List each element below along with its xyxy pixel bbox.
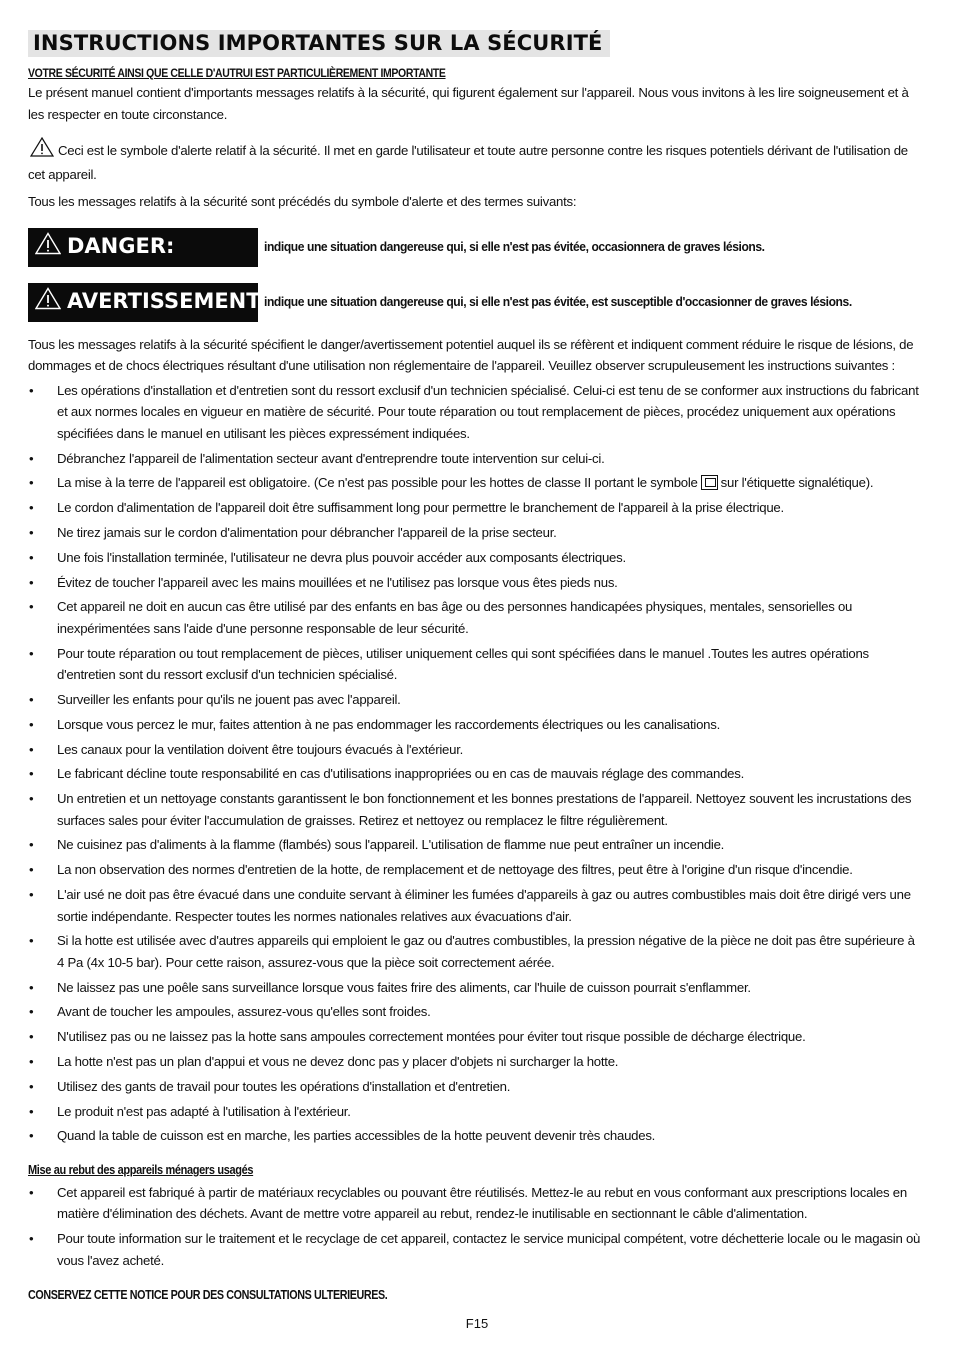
list-item: • Le produit n'est pas adapté à l'utilisation à l'extérieur.: [29, 1103, 351, 1119]
warning-triangle-icon: [35, 287, 61, 317]
warning-triangle-icon: [30, 137, 54, 164]
list-item: • Le cordon d'alimentation de l'appareil doit être suffisamment long pour permettre le branchement de l'appareil à la prise électrique.: [29, 500, 784, 516]
list-item: • Pour toute information sur le traitement et le recyclage de cet appareil, contactez le service municipal compétent, votre déchetterie locale ou le magasin où vous l'avez acheté.: [29, 1231, 921, 1268]
keep-notice: CONSERVEZ CETTE NOTICE POUR DES CONSULTATIONS ULTERIEURES.: [28, 1288, 388, 1303]
list-item: • Cet appareil ne doit en aucun cas être utilisé par des enfants en bas âge ou des personnes handicapées physiques, mentales, sensorielles ou inexpérimentées sans l'aide d'une personne responsable de leur sécurité.: [29, 599, 853, 636]
warning-label-box: [28, 283, 268, 322]
section-subheading: VOTRE SÉCURITÉ AINSI QUE CELLE D'AUTRUI EST PARTICULIÈREMENT IMPORTANTE: [28, 66, 446, 80]
list-item: • Pour toute réparation ou tout remplacement de pièces, utiliser uniquement celles qui sont spécifiées dans le manuel .Toutes les autres opérations d'entretien sont du ressort exclusif d'un technicien spécialisé.: [29, 645, 869, 683]
list-item-earth: • La mise à la terre de l'appareil est obligatoire. (Ce n'est pas possible pour les hottes de classe II portant le symbole sur l'étiquette signalétique).: [29, 475, 874, 491]
danger-description: indique une situation dangereuse qui, si elle n'est pas évitée, occasionnera de graves lésions.: [264, 239, 765, 255]
list-item: • Ne cuisinez pas d'aliments à la flamme (flambés) sous l'appareil. L'utilisation de flamme nue peut entraîner un incendie.: [29, 837, 725, 853]
list-item: • Une fois l'installation terminée, l'utilisateur ne devra plus pouvoir accéder aux composants électriques.: [29, 549, 626, 565]
list-item: • Cet appareil est fabriqué à partir de matériaux recyclables ou pouvant être réutilisés. Mettez-le au rebut en vous conformant aux prescriptions locales en matière d'élimination des déchets. Avant de mettre votre appareil au rebut, rendez-le inutilisable en sectionnant le câble d'alimentation.: [29, 1184, 907, 1222]
safety-list: [28, 380, 924, 1147]
intro-paragraph: Le présent manuel contient d'importants messages relatifs à la sécurité, qui figurent également sur l'appareil. Nous vous invitons à les lire soigneusement et à les respecter en toute circonstance.: [28, 85, 909, 122]
list-item: • Surveiller les enfants pour qu'ils ne jouent pas avec l'appareil.: [29, 691, 401, 707]
danger-row: [28, 228, 924, 267]
list-item: • Les opérations d'installation et d'entretien sont du ressort exclusif d'un technicien spécialisé. Celui-ci est tenu de se conformer aux instructions du fabricant et aux normes locales en vigueur en matière de sécurité. Pour toute réparation ou tout remplacement de pièces, procédez uniquement aux opérations spécifiées dans le manuel en utilisant les pièces expressément indiquées.: [29, 382, 919, 441]
list-item: • Ne laissez pas une poêle sans surveillance lorsque vous faites frire des aliments, car l'huile de cuisson pourrait s'enflammer.: [29, 979, 751, 995]
disposal-heading: Mise au rebut des appareils ménagers usagés: [28, 1162, 254, 1177]
alert-symbol-paragraph: [28, 137, 924, 185]
list-item: • N'utilisez pas ou ne laissez pas la hotte sans ampoules correctement montées pour éviter tout risque possible de décharge électrique.: [29, 1029, 806, 1045]
list-item: • La non observation des normes d'entretien de la hotte, de remplacement et de nettoyage des filtres, peut être à l'origine d'un risque d'incendie.: [29, 862, 853, 878]
list-item: • Ne tirez jamais sur le cordon d'alimentation pour débrancher l'appareil de la prise secteur.: [29, 524, 557, 540]
danger-label-box: [28, 228, 258, 267]
warning-label: AVERTISSEMENT:: [67, 289, 268, 314]
danger-label: DANGER:: [67, 234, 175, 259]
list-item: • Avant de toucher les ampoules, assurez-vous qu'elles sont froides.: [29, 1004, 431, 1020]
page-number: F15: [465, 1316, 489, 1331]
preceded-paragraph: Tous les messages relatifs à la sécurité sont précédés du symbole d'alerte et des termes suivants:: [28, 194, 577, 209]
disposal-list: [28, 1182, 924, 1271]
list-item: • Un entretien et un nettoyage constants garantissent le bon fonctionnement et les bonnes prestations de l'appareil. Nettoyez souvent les incrustations des surfaces sales pour éviter l'accumulation de graisses. Retirez et nettoyez ou remplacez le filtre régulièrement.: [29, 791, 912, 828]
list-item: • Quand la table de cuisson est en marche, les parties accessibles de la hotte peuvent devenir très chaudes.: [29, 1128, 656, 1144]
class-ii-symbol-icon: [701, 475, 718, 490]
list-item: • Utilisez des gants de travail pour toutes les opérations d'installation et d'entretien.: [29, 1078, 511, 1094]
list-item: • L'air usé ne doit pas être évacué dans une conduite servant à éliminer les fumées d'appareils à gaz ou autres combustibles mais doit être dirigé vers une sortie indépendante. Respecter toutes les normes nationales relatives aux évacuations d'air.: [29, 887, 911, 924]
warning-description: indique une situation dangereuse qui, si elle n'est pas évitée, est susceptible d'occasionner de graves lésions.: [264, 294, 852, 310]
warning-row: [28, 283, 924, 322]
list-item: • La hotte n'est pas un plan d'appui et vous ne devez donc pas y placer d'objets ni surcharger la hotte.: [29, 1054, 619, 1070]
list-item: • Si la hotte est utilisée avec d'autres appareils qui emploient le gaz ou d'autres combustibles, la pression négative de la pièce ne doit pas être supérieure à 4 Pa (4x 10-5 bar). Pour cette raison, assurez-vous que la pièce soit correctement aérée.: [29, 933, 915, 970]
alert-symbol-text: Ceci est le symbole d'alerte relatif à la sécurité. Il met en garde l'utilisateur et toute autre personne contre les risques potentiels dérivant de l'utilisation de cet appareil.: [28, 143, 908, 182]
list-item: • Évitez de toucher l'appareil avec les mains mouillées et ne l'utilisez pas lorsque vous êtes pieds nus.: [29, 574, 618, 590]
page-title: INSTRUCTIONS IMPORTANTES SUR LA SÉCURITÉ: [28, 30, 610, 57]
warning-triangle-icon: [35, 232, 61, 262]
list-item: • Les canaux pour la ventilation doivent être toujours évacués à l'extérieur.: [29, 741, 464, 757]
list-item: • Lorsque vous percez le mur, faites attention à ne pas endommager les raccordements électriques ou les canalisations.: [29, 716, 720, 732]
list-item: • Débranchez l'appareil de l'alimentation secteur avant d'entreprendre toute intervention sur celui-ci.: [29, 450, 605, 466]
safety-page: [28, 30, 924, 1307]
list-item: • Le fabricant décline toute responsabilité en cas d'utilisations inappropriées ou en cas de mauvais réglage des commandes.: [29, 766, 745, 782]
specify-paragraph: Tous les messages relatifs à la sécurité spécifient le danger/avertissement potentiel auquel ils se réfèrent et indiquent comment réduire le risque de lésions, de dommages et de chocs électriques résultant d'une utilisation non réglementaire de l'appareil. Veuillez observer scrupuleusement les instructions suivantes :: [28, 336, 914, 373]
